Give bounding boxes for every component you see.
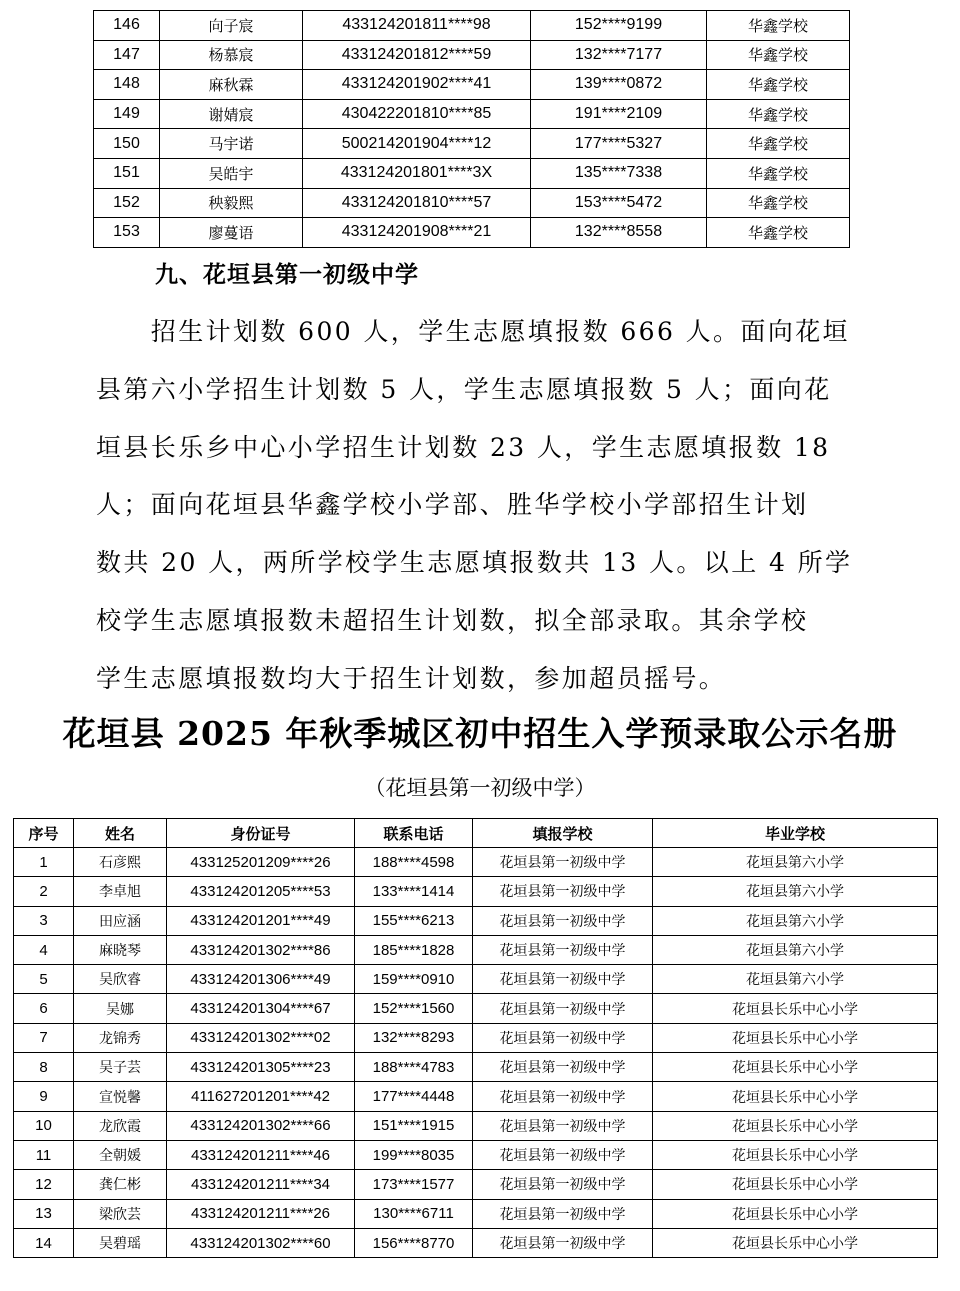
cell-grad_school: 花垣县第六小学 — [653, 965, 938, 994]
cell-phone: 177****5327 — [531, 129, 707, 159]
header-phone: 联系电话 — [355, 819, 473, 848]
table-row — [14, 906, 938, 935]
table-row — [14, 848, 938, 877]
cell-no: 9 — [14, 1082, 74, 1111]
paragraph-line: 人；面向花垣县华鑫学校小学部、胜华学校小学部招生计划 — [96, 490, 809, 520]
cell-phone: 185****1828 — [355, 935, 473, 964]
table-row — [14, 1140, 938, 1169]
cell-name: 麻晓琴 — [74, 935, 167, 964]
cell-phone: 139****0872 — [531, 70, 707, 100]
cell-apply_school: 花垣县第一初级中学 — [473, 848, 653, 877]
header-name: 姓名 — [74, 819, 167, 848]
cell-no: 153 — [94, 218, 160, 248]
paragraph-line: 学生志愿填报数均大于招生计划数，参加超员摇号。 — [96, 663, 727, 693]
cell-apply_school: 花垣县第一初级中学 — [473, 1140, 653, 1169]
table-row — [14, 1199, 938, 1228]
cell-name: 杨慕宸 — [160, 40, 303, 70]
cell-school: 华鑫学校 — [707, 99, 850, 129]
cell-no: 3 — [14, 906, 74, 935]
cell-phone: 188****4598 — [355, 848, 473, 877]
cell-id: 433124201211****46 — [167, 1140, 355, 1169]
cell-apply_school: 花垣县第一初级中学 — [473, 1082, 653, 1111]
header-id: 身份证号 — [167, 819, 355, 848]
table-row — [14, 1082, 938, 1111]
cell-no: 11 — [14, 1140, 74, 1169]
cell-phone: 191****2109 — [531, 99, 707, 129]
paragraph-line: 县第六小学招生计划数 5 人，学生志愿填报数 5 人；面向花 — [96, 374, 832, 404]
paragraph-line: 垣县长乐乡中心小学招生计划数 23 人，学生志愿填报数 18 — [96, 432, 831, 462]
cell-name: 李卓旭 — [74, 877, 167, 906]
cell-id: 433124201304****67 — [167, 994, 355, 1023]
cell-phone: 156****8770 — [355, 1228, 473, 1257]
table-row — [94, 218, 850, 248]
cell-id: 433124201302****02 — [167, 1023, 355, 1052]
cell-no: 4 — [14, 935, 74, 964]
table-header-row — [14, 819, 938, 848]
cell-no: 152 — [94, 188, 160, 218]
cell-no: 8 — [14, 1053, 74, 1082]
cell-apply_school: 花垣县第一初级中学 — [473, 906, 653, 935]
cell-grad_school: 花垣县长乐中心小学 — [653, 994, 938, 1023]
cell-no: 151 — [94, 158, 160, 188]
cell-grad_school: 花垣县长乐中心小学 — [653, 1053, 938, 1082]
cell-name: 龚仁彬 — [74, 1170, 167, 1199]
cell-phone: 173****1577 — [355, 1170, 473, 1199]
cell-name: 秧毅熙 — [160, 188, 303, 218]
cell-school: 华鑫学校 — [707, 11, 850, 41]
cell-grad_school: 花垣县长乐中心小学 — [653, 1170, 938, 1199]
table-row — [14, 935, 938, 964]
cell-grad_school: 花垣县第六小学 — [653, 906, 938, 935]
cell-grad_school: 花垣县长乐中心小学 — [653, 1111, 938, 1140]
cell-name: 梁欣芸 — [74, 1199, 167, 1228]
cell-name: 石彦熙 — [74, 848, 167, 877]
cell-id: 433124201306****49 — [167, 965, 355, 994]
cell-name: 吴皓宇 — [160, 158, 303, 188]
cell-no: 1 — [14, 848, 74, 877]
cell-name: 向子宸 — [160, 11, 303, 41]
section-heading: 九、花垣县第一初级中学 — [155, 262, 419, 288]
cell-id: 500214201904****12 — [303, 129, 531, 159]
cell-id: 433124201811****98 — [303, 11, 531, 41]
cell-phone: 159****0910 — [355, 965, 473, 994]
table-row — [94, 70, 850, 100]
cell-id: 430422201810****85 — [303, 99, 531, 129]
cell-apply_school: 花垣县第一初级中学 — [473, 1053, 653, 1082]
cell-no: 13 — [14, 1199, 74, 1228]
cell-phone: 177****4448 — [355, 1082, 473, 1111]
cell-grad_school: 花垣县长乐中心小学 — [653, 1228, 938, 1257]
cell-apply_school: 花垣县第一初级中学 — [473, 1111, 653, 1140]
cell-no: 6 — [14, 994, 74, 1023]
table-row — [94, 40, 850, 70]
cell-grad_school: 花垣县第六小学 — [653, 877, 938, 906]
cell-no: 148 — [94, 70, 160, 100]
cell-no: 149 — [94, 99, 160, 129]
register-title: 花垣县 2025 年秋季城区初中招生入学预录取公示名册 — [62, 714, 898, 753]
cell-name: 吴娜 — [74, 994, 167, 1023]
cell-no: 2 — [14, 877, 74, 906]
cell-id: 433124201812****59 — [303, 40, 531, 70]
table-row — [14, 994, 938, 1023]
cell-grad_school: 花垣县长乐中心小学 — [653, 1082, 938, 1111]
paragraph-line: 数共 20 人，两所学校学生志愿填报数共 13 人。以上 4 所学 — [96, 548, 853, 578]
cell-phone: 152****1560 — [355, 994, 473, 1023]
table-row — [14, 1228, 938, 1257]
table-row — [14, 1053, 938, 1082]
cell-phone: 188****4783 — [355, 1053, 473, 1082]
cell-no: 10 — [14, 1111, 74, 1140]
cell-no: 5 — [14, 965, 74, 994]
cell-school: 华鑫学校 — [707, 158, 850, 188]
cell-apply_school: 花垣县第一初级中学 — [473, 1023, 653, 1052]
cell-no: 14 — [14, 1228, 74, 1257]
cell-phone: 151****1915 — [355, 1111, 473, 1140]
cell-id: 433124201810****57 — [303, 188, 531, 218]
cell-phone: 199****8035 — [355, 1140, 473, 1169]
section-paragraph — [96, 303, 852, 708]
cell-apply_school: 花垣县第一初级中学 — [473, 877, 653, 906]
table-row — [14, 965, 938, 994]
admission-register-table-body — [14, 848, 938, 1258]
cell-name: 麻秋霖 — [160, 70, 303, 100]
cell-school: 华鑫学校 — [707, 40, 850, 70]
admission-register-table — [13, 818, 938, 1258]
cell-name: 马宇诺 — [160, 129, 303, 159]
cell-apply_school: 花垣县第一初级中学 — [473, 965, 653, 994]
cell-school: 华鑫学校 — [707, 218, 850, 248]
cell-name: 龙欣霞 — [74, 1111, 167, 1140]
cell-phone: 155****6213 — [355, 906, 473, 935]
cell-phone: 135****7338 — [531, 158, 707, 188]
cell-phone: 133****1414 — [355, 877, 473, 906]
cell-grad_school: 花垣县第六小学 — [653, 935, 938, 964]
cell-name: 谢婧宸 — [160, 99, 303, 129]
cell-school: 华鑫学校 — [707, 129, 850, 159]
cell-phone: 152****9199 — [531, 11, 707, 41]
cell-grad_school: 花垣县长乐中心小学 — [653, 1140, 938, 1169]
cell-phone: 130****6711 — [355, 1199, 473, 1228]
cell-id: 433125201209****26 — [167, 848, 355, 877]
cell-id: 433124201902****41 — [303, 70, 531, 100]
cell-phone: 153****5472 — [531, 188, 707, 218]
cell-apply_school: 花垣县第一初级中学 — [473, 1228, 653, 1257]
register-subtitle: （花垣县第一初级中学） — [364, 776, 596, 800]
cell-phone: 132****7177 — [531, 40, 707, 70]
cell-id: 433124201305****23 — [167, 1053, 355, 1082]
table-row — [14, 1023, 938, 1052]
table-row — [14, 1170, 938, 1199]
cell-name: 吴碧瑶 — [74, 1228, 167, 1257]
cell-school: 华鑫学校 — [707, 188, 850, 218]
cell-name: 宣悦馨 — [74, 1082, 167, 1111]
cell-school: 华鑫学校 — [707, 70, 850, 100]
cell-id: 433124201302****60 — [167, 1228, 355, 1257]
cell-grad_school: 花垣县长乐中心小学 — [653, 1199, 938, 1228]
cell-id: 433124201302****66 — [167, 1111, 355, 1140]
cell-name: 全朝媛 — [74, 1140, 167, 1169]
table-row — [94, 158, 850, 188]
table-row — [94, 99, 850, 129]
cell-apply_school: 花垣县第一初级中学 — [473, 1199, 653, 1228]
cell-phone: 132****8558 — [531, 218, 707, 248]
cell-id: 433124201205****53 — [167, 877, 355, 906]
header-no: 序号 — [14, 819, 74, 848]
cell-id: 433124201201****49 — [167, 906, 355, 935]
table-row — [94, 129, 850, 159]
cell-no: 147 — [94, 40, 160, 70]
cell-no: 146 — [94, 11, 160, 41]
previous-school-table-body — [94, 11, 850, 248]
cell-id: 433124201908****21 — [303, 218, 531, 248]
cell-apply_school: 花垣县第一初级中学 — [473, 935, 653, 964]
cell-name: 龙锦秀 — [74, 1023, 167, 1052]
cell-name: 吴子芸 — [74, 1053, 167, 1082]
cell-id: 433124201211****26 — [167, 1199, 355, 1228]
header-apply-school: 填报学校 — [473, 819, 653, 848]
cell-grad_school: 花垣县长乐中心小学 — [653, 1023, 938, 1052]
table-row — [94, 188, 850, 218]
table-row — [94, 11, 850, 41]
cell-id: 433124201211****34 — [167, 1170, 355, 1199]
cell-name: 廖蔓语 — [160, 218, 303, 248]
previous-school-table — [93, 10, 850, 248]
header-grad-school: 毕业学校 — [653, 819, 938, 848]
cell-name: 田应涵 — [74, 906, 167, 935]
cell-grad_school: 花垣县第六小学 — [653, 848, 938, 877]
cell-phone: 132****8293 — [355, 1023, 473, 1052]
cell-no: 7 — [14, 1023, 74, 1052]
cell-no: 12 — [14, 1170, 74, 1199]
cell-apply_school: 花垣县第一初级中学 — [473, 1170, 653, 1199]
cell-id: 411627201201****42 — [167, 1082, 355, 1111]
paragraph-line: 校学生志愿填报数未超招生计划数，拟全部录取。其余学校 — [96, 605, 809, 635]
cell-name: 吴欣睿 — [74, 965, 167, 994]
paragraph-line: 招生计划数 600 人，学生志愿填报数 666 人。面向花垣 — [96, 317, 851, 346]
table-row — [14, 877, 938, 906]
cell-apply_school: 花垣县第一初级中学 — [473, 994, 653, 1023]
cell-id: 433124201302****86 — [167, 935, 355, 964]
table-row — [14, 1111, 938, 1140]
cell-no: 150 — [94, 129, 160, 159]
cell-id: 433124201801****3X — [303, 158, 531, 188]
